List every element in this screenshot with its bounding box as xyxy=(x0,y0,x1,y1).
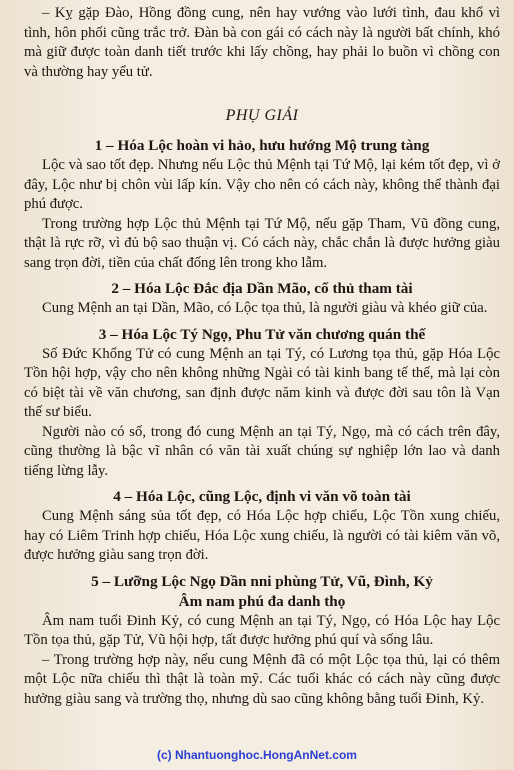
paragraph-3-1: Số Đức Khổng Tử có cung Mệnh an tại Tý, có Lương tọa thủ, gặp Hóa Lộc Tồn hội hợp, vậy cho nên không những Ngài có tài kinh bang tế thế, mà lại còn có biệt tài về văn chương, san định được năm kinh và được đời sau tôn là Vạn thế sư biểu. xyxy=(24,345,500,420)
heading-4: 4 – Hóa Lộc, cũng Lộc, định vi văn võ toàn tài xyxy=(113,488,411,505)
heading-2: 2 – Hóa Lộc Đắc địa Dần Mão, cố thủ tham tài xyxy=(111,280,413,297)
heading-3: 3 – Hóa Lộc Tý Ngọ, Phu Tử văn chương quán thế xyxy=(98,325,426,343)
section-title: PHỤ GIẢI xyxy=(225,107,299,124)
paragraph-1-1: Lộc và sao tốt đẹp. Nhưng nếu Lộc thủ Mệnh tại Tứ Mộ, lại kém tốt đẹp, vì ở đây, Lộc như bị chôn vùi lấp kín. Vậy cho nên có cách này, không thể thành đại phú được. xyxy=(24,157,500,212)
intro-paragraph: – Kỵ gặp Đào, Hồng đồng cung, nên hay vướng vào lưới tình, đau khổ vì tình, hôn phối cũng trắc trở. Đàn bà con gái có cách này là người bất chính, khó mà giữ được toàn danh tiết trước khi lấy chồng, hay phải lo buồn vì chồng con và thường hay yểu tử. xyxy=(24,5,500,80)
paragraph-3-2: Người nào có số, trong đó cung Mệnh an tại Tý, Ngọ, mà có cách trên đây, cũng thường là bậc vĩ nhân có văn tài xuất chúng sự nghiệp lớn lao và danh tiếng lừng lẫy. xyxy=(24,423,500,479)
paragraph-5-1: Âm nam tuổi Đinh Kỷ, có cung Mệnh an tại Tý, Ngọ, có Hóa Lộc hay Lộc Tồn tọa thủ, gặp Tử, Vũ hội hợp, tất được hưởng phú quí và sống lâu. xyxy=(24,612,500,648)
watermark-footer: (c) Nhantuonghoc.HongAnNet.com xyxy=(157,748,357,762)
heading-5: 5 – Lưỡng Lộc Ngọ Dần nni phùng Tử, Vũ, Đình, Kỷ xyxy=(91,572,433,590)
paragraph-4-1: Cung Mệnh sáng sủa tốt đẹp, có Hóa Lộc hợp chiếu, Lộc Tồn xung chiếu, hay có Liêm Trinh hợp chiếu, Hóa Lộc xung chiếu, là người có tài kiêm văn võ, được hưởng giàu sang trọn đời. xyxy=(24,508,500,563)
paragraph-2-1: Cung Mệnh an tại Dần, Mão, có Lộc tọa thủ, là người giàu và khéo giữ của. xyxy=(42,300,488,316)
paragraph-1-2: Trong trường hợp Lộc thủ Mệnh tại Tứ Mộ, nếu gặp Tham, Vũ đồng cung, thật là rực rỡ, vì đủ bộ sao thuận vị. Có cách này, chắc chắn là được hưởng giàu sang trọn đời, tiền của chất đống lên trong kho lẫm. xyxy=(24,215,500,271)
paragraph-5-2: – Trong trường hợp này, nếu cung Mệnh đã có một Lộc tọa thủ, lại có thêm một Lộc nữa chiếu thì thật là toàn mỹ. Các tuổi khác có cách này cũng được hưởng giàu sang và trường thọ, nhưng dù sao cũng không bằng tuổi Đinh, Kỷ. xyxy=(24,651,500,707)
heading-1: 1 – Hóa Lộc hoàn vi hảo, hưu hướng Mộ trung tàng xyxy=(94,137,430,154)
heading-5-subtitle: Âm nam phú đa danh thọ xyxy=(178,592,346,610)
